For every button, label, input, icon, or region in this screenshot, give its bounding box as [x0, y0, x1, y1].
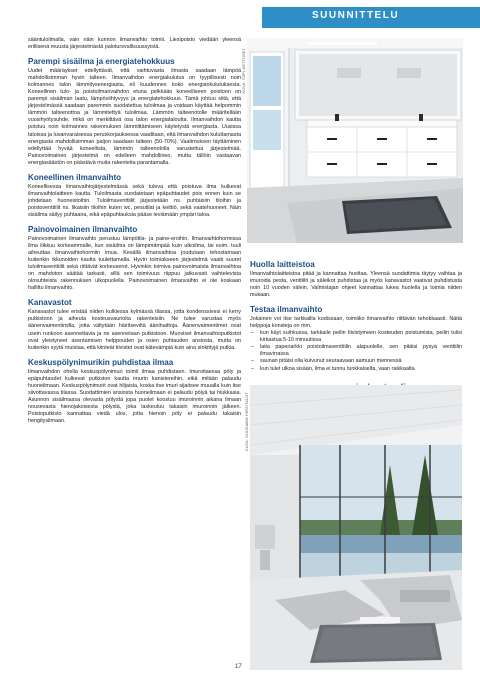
body-gravity: Painovoimainen ilmanvaihto perustuu lämpötila- ja paine-eroihin. Ilmanvaihtohormissa ilma liikkuu korkeammalle, kun sisäilma on lämpimämpää kuin ulkoilma, tai esim. tuuli aiheuttaa ilmanvaihtohormiin imua. Kesällä ilmanvaihtoa joudutaan tehostamaan kuitenkin ikkunoiden kautta tuulettamalla. Hyvin toimiakseen järjestelmä vaatii suuret tuloilmaventtiilit sekä riittävät korkeuserot. Hyvinkin toimiva painovoimaista ilmanvaihtoa on mahdoton säätää tarkasti, sillä sen toimivuus riippuu jatkuvasti vaihtelevista olosuhteista rakennuksen ulkopuolella. Painovoimainen ilmanvaihto ei ole koskaan hallittu ilmanvaihto.: [28, 235, 241, 292]
heading-gravity: Painovoimainen ilmanvaihto: [28, 224, 138, 234]
list-item: – kun käyt suihkussa, tarkkaile peilin tiivistymeen kosteuden poistumista, peilin tulisi kirkastua 5-10 minuutissa: [251, 330, 462, 344]
right-column: [250, 254, 462, 393]
section-title: SUUNNITTELU: [312, 10, 400, 21]
heading-energy: Parempi sisäilma ja energiatehokkuus: [28, 57, 175, 67]
body-central-vacuum: Ilmanvaihdon ohella keskuspölynimuri toimii ilmaa puhdistaen. Imuroitaessa pöly ja epäpuhtaudet kulkevat putkiston kautta imurin kanistereihin, eikä mitään palaudu huoneilmaan. Keskuspölynimurit ovat hiljaisia, koska itse imuri sijaitsee muualla kuin itse siivottavassa tilassa. Suodattimien ansiosta huoneilmaan ei palaudu pölyä tai hiukkasia. Asunnon sisäilmassa olevasta pölystä jopa puolet koostuu imuroinnin aikana ilmaan nousevasta hienojakoisesta pölystä, joka laskeutuu takaisin imuroinnin jälkeen. Poistoputkisto kannattaa viedä ulos, jotta hienoin pöly ei palaudu takaisin hengitysilmaan.: [28, 368, 241, 424]
body-maintenance: Ilmanvaihtolaitteistoa pitää ja kannattaa huoltaa. Yleensä suodattimia täytyy vaihtaa ja imuroida pesta, venttiilit ja säleikot puhdistaa ja myös kanavastot vaativat puhdistusta noin 10 vuoden välein. Valmistajan ohjeet kannattaa lukea huolella ja toimia niiden mukaan.: [250, 271, 462, 299]
photo1-credit: KUVA: TOPI-KETTUSET: [242, 48, 246, 94]
page-number: 17: [235, 664, 242, 670]
body-test: Jokainen voi itse tarkkailla kodissaan, toimiiko ilmanvaihto riittävän tehokkaasti. Näitä helppoja konsteja on mm.: [250, 316, 462, 330]
page-header: [0, 0, 480, 28]
body-energy: Uudet määräykset edellyttävät, että vaihtuvasta ilmasta saadaan lämpöä mahdollisimman hyvin talteen. Ilmanvaihdon energiakulutus on tyypillisesti noin kolmannes talon lämmitysenergiasta, eli kuudennes koko energiankulutuksesta. Koneellinen tulo- ja poistoilmanvaihdon etuna pelkkään koneelliseen poistoon on parempi sisäilman laatu, lämpöviihtyvyys ja energiatehokkuus. Tämä johtuu siitä, että järjestelmässä saadaan paremmin suodatettua tuloilmaa ja voidaan käyttää helpommin lämmön talteenottoa ja lämmitettyä tuloilmaa. Lämmön talteenotolle määritellään vuosihyötysuhde, mikä on merkittävä osa talon energiataloutta. Ilmanvaihdon kautta poistuu noin kolmannes rakennuksen lämmittämiseen käytetystä energiasta. Uusissa taloissa ja luvanvaraisessa peruskorjauksessa vaaditaan, että ilmanvaihdon kuluttamasta energiasta mahdollisimman paljon saadaan talteen (50-70%). Vaatimuksen täyttäminen edellyttää hyvää koneellista, lämmön talteenotolla varustettua järjestelmää. Painovoimainen järjestelmä on edelleen mahdollinen, mutta tällöin vastaavan energiasäästön on päästävä muita rakenteita parantamalla.: [28, 68, 241, 166]
heading-test: Testaa ilmanvaihto: [250, 305, 323, 315]
list-item: – kun tulet ulkoa sisään, ilma ei tunnu tunkkaiselta, vaan raikkaalta: [251, 365, 415, 372]
body-ducts: Kanavastot tulee eristää niiden kulkiessa kylmässä tilassa, jotta kondenssivesi ei kerry putkistoon ja aiheuta kosteusvaurioita rakenteisiin. Ne tulee varustaa myös äänenvaimentimilla, jotta vältytään häiritseviltä äänihaittoja. Äänenvaimentimet ovat usein runkoon asennettavia ja ne asennetaan putkistoon. Muoviset ilmanvaihtoputkistot ovat yleistyneet asentamisen helppouden ja osien puhtauden ansiosta, mutta on kuitenkin syytä muistaa, että kiinteät tiivistet ovat kätevämpiä kuin aina sinkittyjä putkia.: [28, 309, 241, 351]
left-column: [28, 37, 241, 425]
heading-central-vacuum: Keskuspölynimurikin puhdistaa ilmaa: [28, 357, 174, 367]
list-item: – saunan pitäisi olla kuivunut seuraavaan aamuun mennessä: [251, 358, 402, 365]
living-room-photo: [250, 385, 462, 670]
heading-maintenance: Huolla laitteistoa: [250, 260, 315, 269]
intro-text: sääntuloilmalla, vain näin kunnon ilmanvaihto toimii. Liesipoisto viedään yleensä erillisenä muusta järjestelmästä palotursvallisuussyistä.: [28, 37, 241, 51]
heading-ducts: Kanavastot: [28, 298, 72, 308]
body-mechanical: Koneellisessa ilmanvaihtojärjestelmässä sekä tuleva että poistuva ilma kulkevat ilmanvaihtolaitteen kautta. Tuloilmasta suodatetaan epäpuhtaudet pois ennen kuin se johdetaan huoneistoihin. Tuloilmaventtiilit järjestetään ns. puhtaisiin tiloihin ja poistoventtiilit ns. likaisiin tiloihin kuten wc, pesutilat ja keittiö, sekä vaatehuoneet. Näin sisäilma säilyy puhtaana, eikä epäpuhtauksia pääse leviämään ympäri taloa.: [28, 183, 241, 218]
heading-mechanical: Koneellinen ilmanvaihto: [28, 172, 122, 182]
bathroom-photo: [247, 38, 463, 243]
photo2-credit: KUVA: KUUSAMO HIRSITALOT: [245, 392, 249, 451]
test-checklist: [250, 330, 462, 372]
list-item: – laita paperiarkki poistoilmaventtiilin alapuolelle, sen pitäisi pysyä venttiilin ilmavirrassa: [251, 344, 462, 358]
